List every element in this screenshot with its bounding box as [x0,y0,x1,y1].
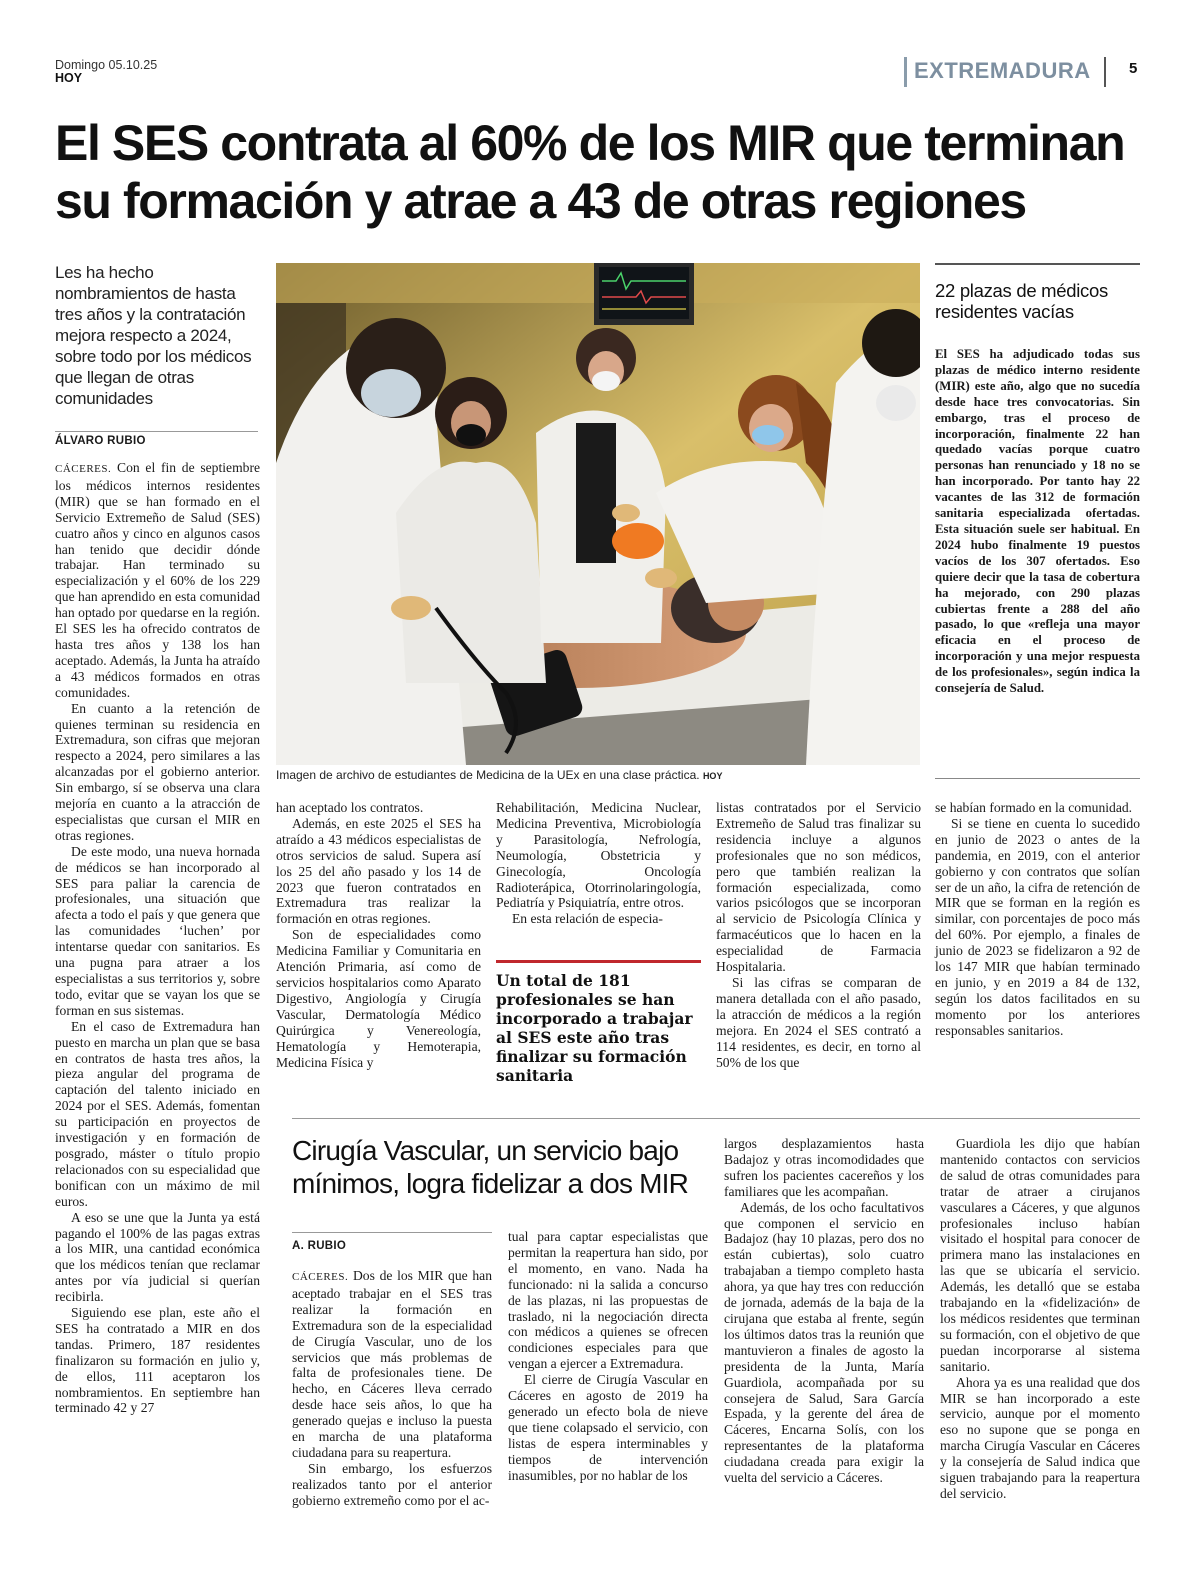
box-column-1 [292,1268,492,1509]
article-paragraph: Rehabilitación, Medicina Nuclear, Medicina Preventiva, Microbiología y Parasitología, Nefrología, Neumología, Obstetricia y Ginecología, Oncología Radioterápica, Otorrinolaringología, Pediatría y Psiquiatría, entre otros. [496,800,701,911]
article-column-1 [55,460,260,1416]
photo-caption [276,768,920,782]
caption-text: Imagen de archivo de estudiantes de Medicina de la UEx en una clase práctica. [276,768,700,782]
headline-line-1: El SES contrata al 60% de los MIR que terminan [55,115,1125,171]
box-column-3 [724,1136,924,1486]
article-column-4 [716,800,921,1070]
dateline-city: CÁCERES. [55,463,112,475]
article-paragraph: Son de especialidades como Medicina Familiar y Comunitaria en Atención Primaria, así como de servicios hospitalarios como Aparato Digestivo, Angiología y Cirugía Vascular, Dermatología Médico Quirúrgica y Venereología, Hematología y Hemoterapia, Medicina Física y [276,927,481,1070]
page-number: 5 [1129,60,1138,77]
box-column-4 [940,1136,1140,1502]
pullquote-rule [496,960,701,963]
box-author-byline: A. RUBIO [292,1240,347,1252]
box-paragraph: Guardiola les dijo que habían mantenido contactos con servicios de salud de otras comunidades para tratar de atraer a cirujanos vasculares a Cáceres, y que algunos profesionales incluso habían visitado el hospital para conocer de primera mano las instalaciones en las que se ubicaría el servicio. Además, les detalló que se estaba trabajando en la «fidelización» de los médicos residentes que terminan su formación, con el objetivo de que puedan incorporarse al sistema sanitario. [940,1136,1140,1374]
box-column-2 [508,1229,708,1484]
article-paragraph: En el caso de Extremadura han puesto en marcha un plan que se basa en contratos de hasta tres años, la pieza angular del programa de captación del talento iniciado en 2024 por el SES. Además, fomentan su participación en proyectos de investigación y en formación de posgrado, máster o título propio relacionados con su especialidad que bonifican con un máximo de mil euros. [55,1018,260,1209]
article-photo [276,263,920,765]
article-paragraph: Además, en este 2025 el SES ha atraído a 43 médicos especialistas de otros servicios de salud. Supera así los 25 del año pasado y los 14 de 2023 que fueron contratados en Extremadura tras realizar la formación en otras regiones. [276,815,481,927]
box-paragraph: Además, de los ocho facultativos que componen el servicio en Badajoz (hay 10 plazas, pero dos no están cubiertas), solo cuatro trabajaban a tiempo completo hasta ahora, ya que hay tres con reducción de jornada, además de la baja de la cirujana que estaba al frente, según los últimos datos tras la reunión que mantuvieron a finales de agosto la presidenta de la Junta, María Guardiola, acompañada por su consejera de Salud, Sara García Espada, y la gerente del área de Cáceres, Encarna Solís, con los representantes de la plataforma ciudadana creada para exigir la vuelta del servicio a Cáceres. [724,1199,924,1486]
section-name: EXTREMADURA [914,58,1091,83]
headline [55,114,1155,230]
box-paragraph: Ahora ya es una realidad que dos MIR se han incorporado a este servicio, aunque por el momento eso no supone que se ponga en marcha Cirugía Vascular en Cáceres y la consejería de Salud indica que siguen trabajando para la reapertura del servicio. [940,1374,1140,1501]
sidebar-top-rule [935,263,1140,265]
article-paragraph: CÁCERES. Con el fin de septiembre los médicos internos residentes (MIR) que se han formado en el Servicio Extremeño de Salud (SES) cuatro años y cinco en algunos casos han tenido que decidir dónde trabajar. Han terminado su especialización y el 60% de los 229 que han aprendido en esta comunidad han optado por quedarse en la región. El SES les ha ofrecido contratos de hasta tres años y 138 los han aceptado. Además, la Junta ha atraído a 43 médicos formados en otras comunidades. [55,460,260,700]
author-byline: ÁLVARO RUBIO [55,435,146,447]
sidebar-bottom-rule [935,778,1140,779]
box-paragraph: Sin embargo, los esfuerzos realizados tanto por el anterior gobierno extremeño como por el ac- [292,1460,492,1508]
issue-date: Domingo 05.10.25 [55,58,158,72]
box-paragraph: CÁCERES. Dos de los MIR que han aceptado trabajar en el SES tras realizar la formación en Extremadura son de la especialidad de Cirugía Vascular, uno de los servicios que más problemas de falta de profesionales tiene. De hecho, en Cáceres lleva cerrado desde hace seis años, lo que ha generado quejas e incluso la puesta en marcha de una plataforma ciudadana para su reapertura. [292,1268,492,1460]
sidebar-body: El SES ha adjudicado todas sus plazas de médico interno residente (MIR) este año, algo que no sucedía desde hace tres convocatorias. Sin embargo, tras el proceso de incorporación, finalmente 22 han quedado vacías porque cuatro personas han renunciado y 18 no se han incorporado. Por tanto hay 22 vacantes de las 312 de formación sanitaria especializada ofertadas. Esta situación suele ser habitual. En 2024 hubo finalmente 19 puestos vacíos de los 307 ofertados. Eso quiere decir que la tasa de cobertura ha mejorado, con 290 plazas cubiertas frente a 288 del año pasado, lo que «refleja una mayor eficacia en el proceso de incorporación y una mejor respuesta de los profesionales», según indica la consejería de Salud. [935,347,1140,696]
section-divider [904,57,907,87]
article-paragraph: Siguiendo ese plan, este año el SES ha contratado a MIR en dos tandas. Primero, 187 residentes finalizaron su formación en julio y, de ellos, 111 aceptaron los nombramientos. En septiembre han terminado 42 y 27 [55,1305,260,1416]
article-paragraph: se habían formado en la comunidad. [935,800,1133,815]
box-top-rule [292,1118,1140,1119]
pullquote: Un total de 181 profesionales se han incorporado a trabajar al SES este año tras finalizar su formación sanitaria [496,971,693,1085]
box-headline: Cirugía Vascular, un servicio bajo mínimos, logra fidelizar a dos MIR [292,1135,689,1199]
box-paragraph: largos desplazamientos hasta Badajoz y otras incomodidades que sufren los pacientes cacereños y los familiares que les acompañan. [724,1136,924,1199]
caption-credit: HOY [702,771,723,781]
box-dateline-city: CÁCERES. [292,1271,349,1283]
author-divider [55,431,258,432]
article-paragraph: En cuanto a la retención de quienes terminan su residencia en Extremadura, son cifras que mejoran respecto a 2024, pero similares a las alcanzadas por el gobierno anterior. Sin embargo, sí se observa una clara mejoría en cuanto a la atracción de especialistas que cursan el MIR en otras regiones. [55,700,260,843]
newspaper-name: HOY [55,71,83,85]
article-paragraph: De este modo, una nueva hornada de médicos se han incorporado al SES para paliar la carencia de profesionales, una situación que afecta a todo el país y que genera que las comunidades ‘luchen’ por intentarse quedar con sanitarios. Es una pugna para atraer a los especialistas a sus territorios y, sobre todo, evitar que se vayan los que se forman en sus sistemas. [55,843,260,1018]
section-divider-right [1104,57,1106,87]
article-paragraph: En esta relación de especia- [512,911,663,927]
article-paragraph: A eso se une que la Junta ya está pagando el 100% de las pagas extras a los MIR, una cantidad económica que los médicos tenían que reclamar antes por vía judicial si querían recibirla. [55,1209,260,1305]
article-paragraph: han aceptado los contratos. [276,800,424,815]
subheadline: Les ha hecho nombramientos de hasta tres años y la contratación mejora respecto a 2024, sobre todo por los médicos que llegan de otras comunidades [55,263,252,408]
article-column-2 [276,800,481,1070]
sidebar-title: 22 plazas de médicos residentes vacías [935,280,1108,322]
box-paragraph: tual para captar especialistas que permitan la reapertura han sido, por el momento, en vano. Nada ha funcionado: ni la salida a concurso de las plazas, ni las propuestas de traslado, ni la negociación directa con médicos a quienes se ofrecen condiciones especiales para que vengan a ejercer a Extremadura. [508,1229,708,1372]
article-column-3 [496,800,701,927]
article-paragraph: Si las cifras se comparan de manera detallada con el año pasado, la atracción de médicos a la región mejora. En 2024 el SES contrató a 114 residentes, es decir, en torno al 50% de los que [716,974,921,1070]
box-paragraph: El cierre de Cirugía Vascular en Cáceres en agosto de 2019 ha generado un efecto bola de nieve que tiene colapsado el servicio, con listas de espera interminables y tiempos de intervención inasumibles, por no hablar de los [508,1372,708,1483]
article-paragraph: listas contratados por el Servicio Extremeño de Salud tras finalizar su residencia incluye a algunos profesionales que no son médicos, pero que también realizan la formación especializada, como varios psicólogos que se incorporan al servicio de Psicología Clínica y farmacéuticos que lo hacen en la especialidad de Farmacia Hospitalaria. [716,800,921,975]
headline-line-2: su formación y atrae a 43 de otras regiones [55,173,1026,229]
box-author-divider [292,1232,492,1233]
article-paragraph: Si se tiene en cuenta lo sucedido en junio de 2023 o antes de la pandemia, en 2019, con el anterior gobierno y con contratos que solían ser de un año, la cifra de retención de MIR que se forman en la región es similar, con porcentajes de poco más del 60%. Por ejemplo, a finales de junio de 2023 se fidelizaron a 92 de los 147 MIR que habían terminado en junio, y en 2019 a 84 de 132, según los datos facilitados en su momento por los anteriores responsables sanitarios. [935,815,1140,1038]
photo-illustration [276,263,920,765]
article-column-5 [935,800,1140,1039]
